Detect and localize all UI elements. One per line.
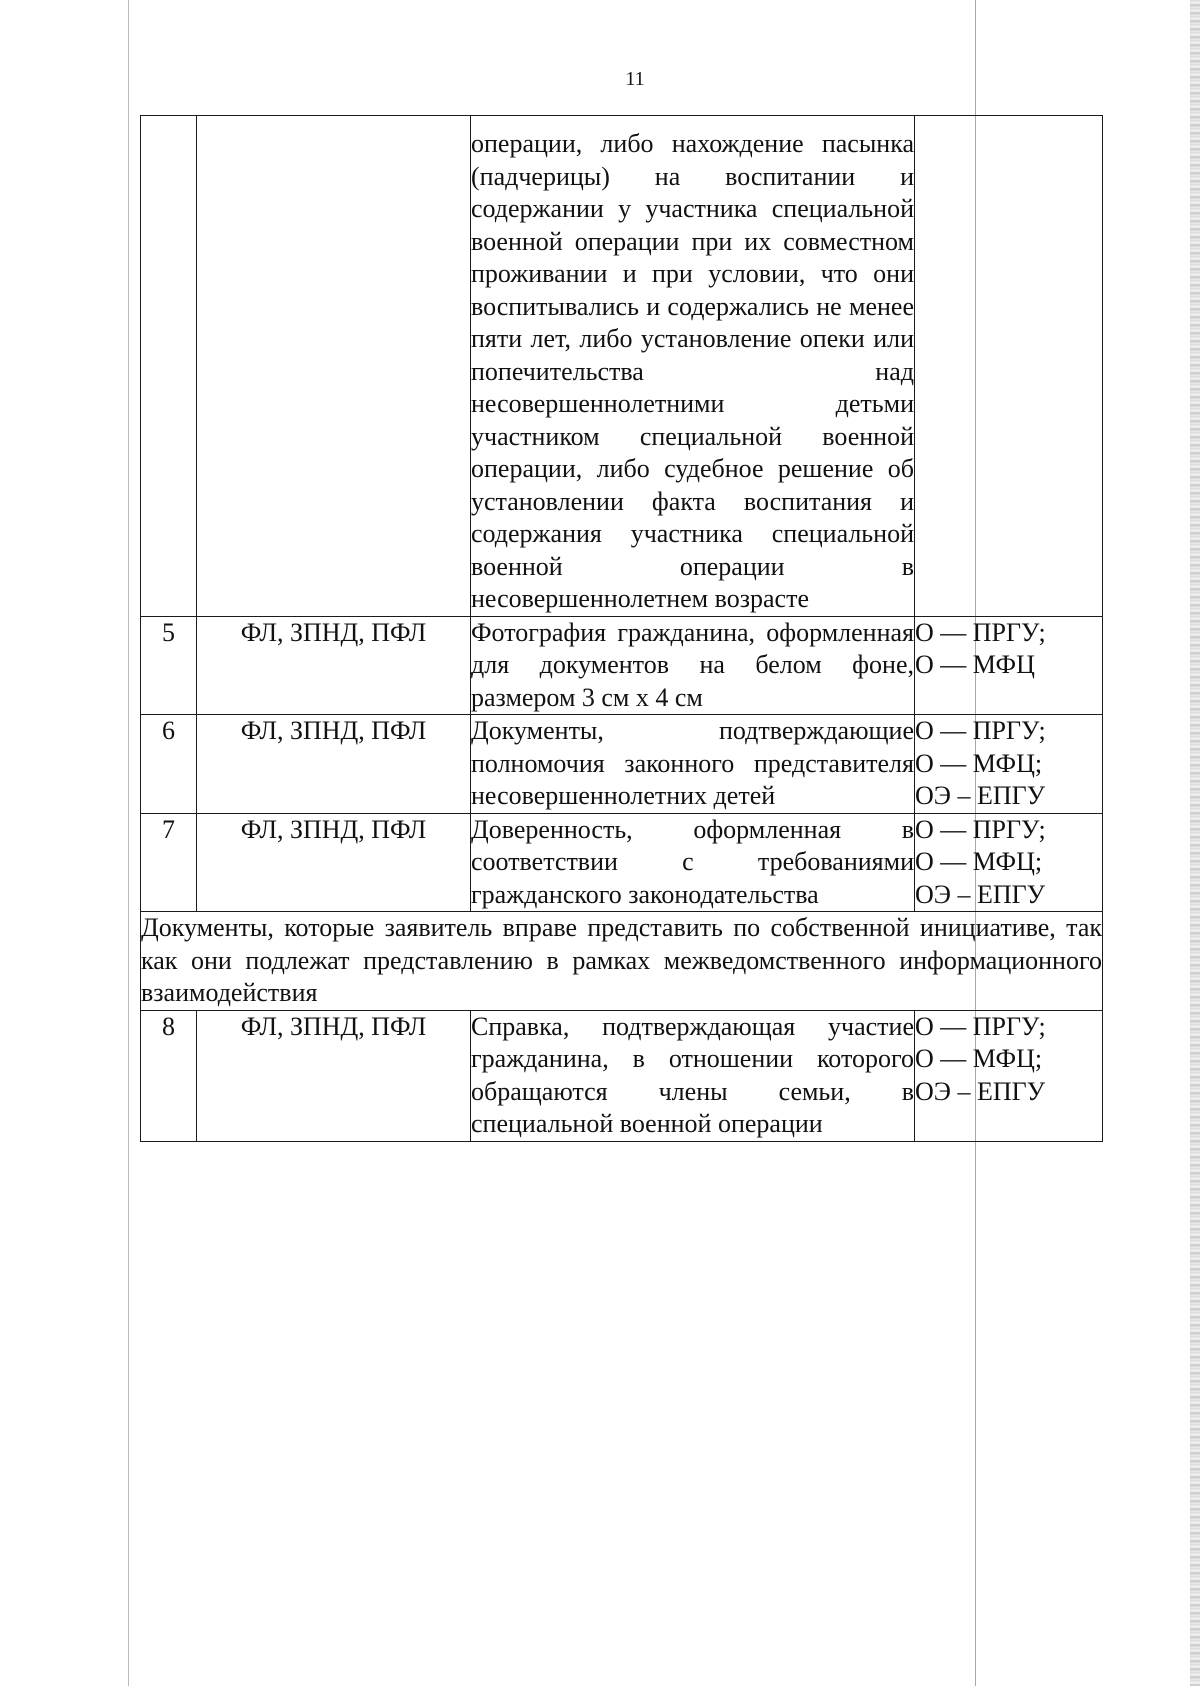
table-row <box>141 1010 1103 1141</box>
section-header-row <box>141 912 1103 1011</box>
submission-forms-cell <box>915 715 1103 814</box>
page-number: 11 <box>625 68 645 90</box>
document-description: Доверенность, оформленная в соответствии с требованиями гражданского законодательства <box>471 813 915 912</box>
applicant-categories: ФЛ, ЗПНД, ПФЛ <box>197 616 471 715</box>
submission-forms-cell <box>915 1010 1103 1141</box>
document-description: Справка, подтверждающая участие гражданина, в отношении которого обращаются члены семьи, в специальной военной операции <box>471 1010 915 1141</box>
row-number: 7 <box>141 813 197 912</box>
table-row <box>141 715 1103 814</box>
submission-form: О — ПРГУ; <box>915 617 1046 647</box>
applicant-categories: ФЛ, ЗПНД, ПФЛ <box>197 715 471 814</box>
section-header: Документы, которые заявитель вправе представить по собственной инициативе, так как они подлежат представлению в рамках межведомственного информационного взаимодействия <box>141 912 1103 1011</box>
submission-form: О — МФЦ <box>915 650 1035 679</box>
submission-form: ОЭ – ЕПГУ <box>915 1076 1046 1106</box>
row-number: 5 <box>141 616 197 715</box>
submission-form: О — МФЦ; <box>915 847 1043 876</box>
submission-forms-cell <box>915 813 1103 912</box>
document-description: Фотография гражданина, оформленная для документов на белом фоне, размером 3 см х 4 см <box>471 616 915 715</box>
row-number-cell <box>141 116 197 617</box>
submission-form: О — ПРГУ; <box>915 814 1046 844</box>
submission-form: ОЭ – ЕПГУ <box>915 781 1046 810</box>
document-description: Документы, подтверждающие полномочия законного представителя несовершеннолетних детей <box>471 715 915 814</box>
scan-edge-right <box>1190 0 1200 1686</box>
table-row <box>141 813 1103 912</box>
submission-form: ОЭ – ЕПГУ <box>915 879 1046 909</box>
scan-edge-left <box>128 0 129 1686</box>
submission-form: О — ПРГУ; <box>915 716 1046 745</box>
submission-form: О — ПРГУ; <box>915 1011 1046 1041</box>
submission-forms-cell <box>915 116 1103 617</box>
submission-form: О — МФЦ; <box>915 748 1043 778</box>
submission-form: О — МФЦ; <box>915 1044 1043 1073</box>
row-number: 6 <box>141 715 197 814</box>
applicant-categories: ФЛ, ЗПНД, ПФЛ <box>197 813 471 912</box>
table-row <box>141 616 1103 715</box>
documents-table <box>140 115 1103 1142</box>
submission-forms-cell <box>915 616 1103 715</box>
applicants-cell <box>197 116 471 617</box>
row-number: 8 <box>141 1010 197 1141</box>
document-description: операции, либо нахождение пасынка (падчерицы) на воспитании и содержании у участника специальной военной операции при их совместном проживании и при условии, что они воспитывались и содержались не менее пяти лет, либо установление опеки или попечительства над несовершеннолетними детьми участником специальной военной операции, либо судебное решение об установлении факта воспитания и содержания участника специальной военной операции в несовершеннолетнем возрасте <box>471 116 915 617</box>
table-row-continuation <box>141 116 1103 617</box>
applicant-categories: ФЛ, ЗПНД, ПФЛ <box>197 1010 471 1141</box>
